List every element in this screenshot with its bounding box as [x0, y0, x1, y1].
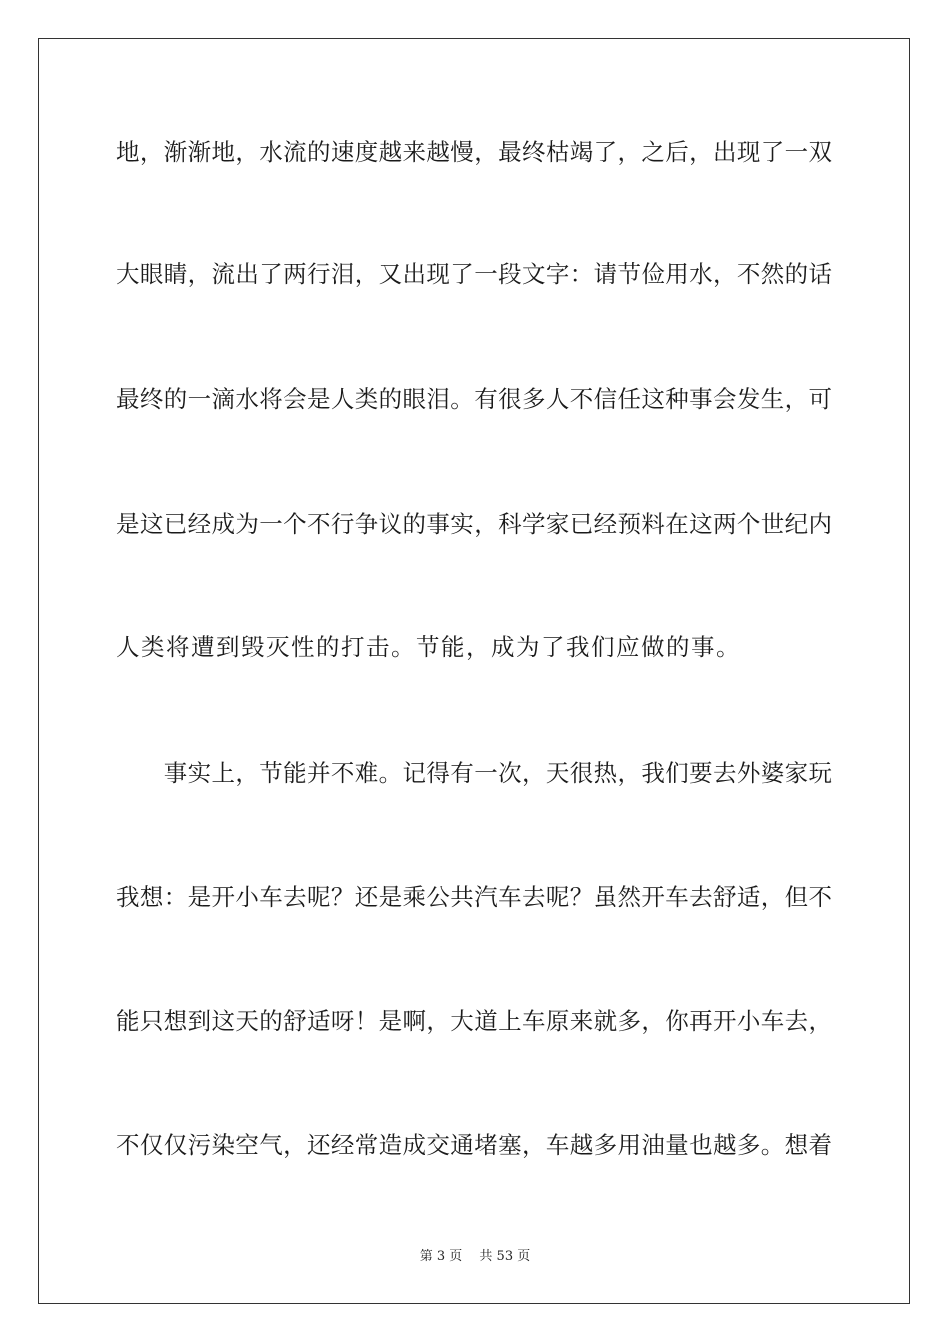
paragraph-line-3: 最终的一滴水将会是人类的眼泪。有很多人不信任这种事会发生，可 — [116, 385, 832, 413]
paragraph-line-9: 不仅仅污染空气，还经常造成交通堵塞，车越多用油量也越多。想着 — [116, 1131, 832, 1159]
page-border — [38, 38, 910, 1304]
paragraph-line-5: 人类将遭到毁灭性的打击。节能，成为了我们应做的事。 — [116, 633, 741, 661]
paragraph-line-7: 我想：是开小车去呢？还是乘公共汽车去呢？虽然开车去舒适，但不 — [116, 883, 832, 911]
paragraph-line-8: 能只想到这天的舒适呀！是啊，大道上车原来就多，你再开小车去， — [116, 1007, 832, 1035]
paragraph-line-1: 地，渐渐地，水流的速度越来越慢，最终枯竭了，之后，出现了一双 — [116, 138, 832, 166]
page-number-footer: 第 3 页 共 53 页 — [419, 1249, 531, 1264]
paragraph-line-2: 大眼睛，流出了两行泪，又出现了一段文字：请节俭用水，不然的话 — [116, 260, 832, 288]
paragraph-line-4: 是这已经成为一个不行争议的事实，科学家已经预料在这两个世纪内 — [116, 510, 832, 538]
paragraph-line-6: 事实上，节能并不难。记得有一次，天很热，我们要去外婆家玩 — [116, 759, 832, 787]
